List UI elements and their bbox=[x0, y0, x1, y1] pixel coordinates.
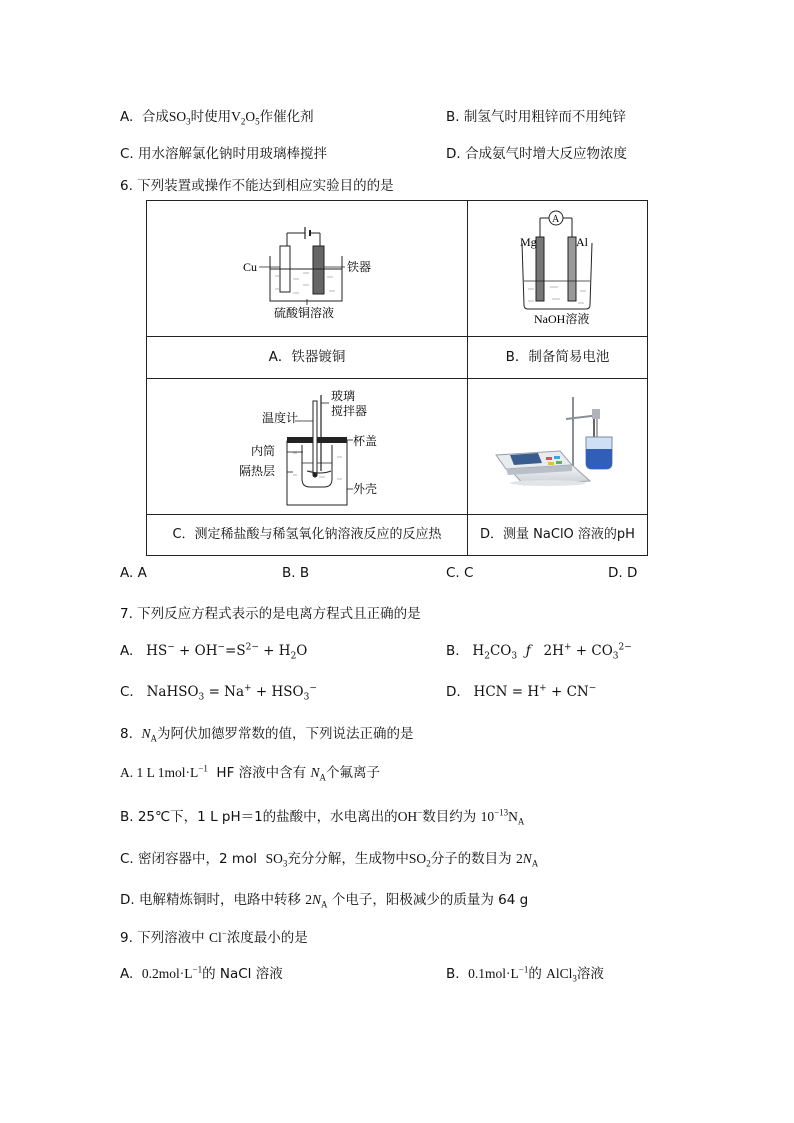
q5-option-a: A. 合成$SO_3$时使用$V_2O_5$作催化剂 bbox=[120, 109, 314, 127]
q7-stem: 7. 下列反应方程式表示的是电离方程式且正确的是 bbox=[120, 606, 421, 622]
caption-b: B．制备简易电池 bbox=[505, 349, 610, 365]
q6-figure-table bbox=[146, 200, 648, 556]
q9-option-a: A. $0.2mol\cdot L^{-1}$的 NaCl 溶液 bbox=[120, 964, 283, 982]
q6-option-a: A. A bbox=[120, 565, 147, 581]
q8-option-a: A. 1 L $1mol\cdot L^{-1}$ HF 溶液中含有 $N_A$个氟离子 bbox=[120, 763, 380, 783]
stirrer-label-2: 搅拌器 bbox=[331, 404, 368, 418]
q6-option-b: B. B bbox=[282, 565, 310, 581]
q6-option-d: D. D bbox=[608, 565, 638, 581]
ammeter-label: A bbox=[552, 214, 560, 225]
iron-object-label: 铁器 bbox=[347, 260, 372, 274]
copper-electrode-label: Cu bbox=[243, 260, 258, 274]
q8-option-b: B. 25℃下，1 L pH＝1的盐酸中，水电离出的OH−数目约为 $10^{-13}N_A$ bbox=[120, 807, 525, 827]
q6-option-c: C. C bbox=[446, 565, 474, 581]
q6-stem: 6. 下列装置或操作不能达到相应实验目的的是 bbox=[120, 178, 394, 194]
caption-d: D．测量 NaClO 溶液的pH bbox=[480, 527, 635, 542]
q9-option-b: B. $0.1mol\cdot L^{-1}$的 AlCl$_3$溶液 bbox=[446, 964, 604, 984]
insulation-label: 隔热层 bbox=[239, 464, 276, 478]
lid-label: 杯盖 bbox=[353, 434, 378, 448]
ph-meter-figure bbox=[468, 379, 648, 514]
copper-sulfate-label: 硫酸铜溶液 bbox=[274, 306, 335, 320]
outer-shell-label: 外壳 bbox=[353, 482, 378, 496]
thermometer-label: 温度计 bbox=[262, 411, 299, 425]
q8-option-d: D. 电解精炼铜时，电路中转移 $2N_A$ 个电子，阳极减少的质量为 64 g bbox=[120, 892, 529, 910]
q5-option-b: B. 制氢气时用粗锌而不用纯锌 bbox=[446, 109, 626, 125]
caption-a: A．铁器镀铜 bbox=[268, 349, 346, 365]
stirrer-label-1: 玻璃 bbox=[331, 389, 356, 403]
q7-option-d: D. HCN = H+ + CN− bbox=[446, 683, 597, 700]
q7-option-b: B. $H_2CO_3$ ƒ $2H^+ + CO_3^{2-}$ bbox=[446, 642, 632, 662]
q5-option-c: C. 用水溶解氯化钠时用玻璃棒搅拌 bbox=[120, 146, 328, 162]
electroplating-apparatus-figure bbox=[147, 201, 467, 336]
caption-c: C．测定稀盐酸与稀氢氧化钠溶液反应的反应热 bbox=[172, 527, 442, 542]
q8-stem: 8. $N_A$为阿伏加德罗常数的值，下列说法正确的是 bbox=[120, 726, 414, 744]
mg-al-cell-figure bbox=[468, 201, 648, 336]
mg-electrode-label: Mg bbox=[520, 235, 537, 249]
naoh-solution-label: NaOH溶液 bbox=[534, 312, 590, 326]
inner-cylinder-label: 内筒 bbox=[251, 444, 276, 458]
q7-option-c: C. NaHSO$_3$ = $Na^+ + HSO_3^-$ bbox=[120, 683, 317, 703]
calorimeter-figure bbox=[147, 379, 467, 514]
q7-option-a: A. $HS^- + OH^-=S^{2-} + H_2O$ bbox=[120, 642, 308, 662]
al-electrode-label: Al bbox=[576, 235, 588, 249]
q8-option-c: C. 密闭容器中，2 mol $SO_3$充分分解，生成物中$SO_2$分子的数目为 $2N_A$ bbox=[120, 851, 539, 869]
q9-stem: 9. 下列溶液中 Cl−浓度最小的是 bbox=[120, 928, 308, 946]
q5-option-d: D. 合成氨气时增大反应物浓度 bbox=[446, 146, 627, 162]
